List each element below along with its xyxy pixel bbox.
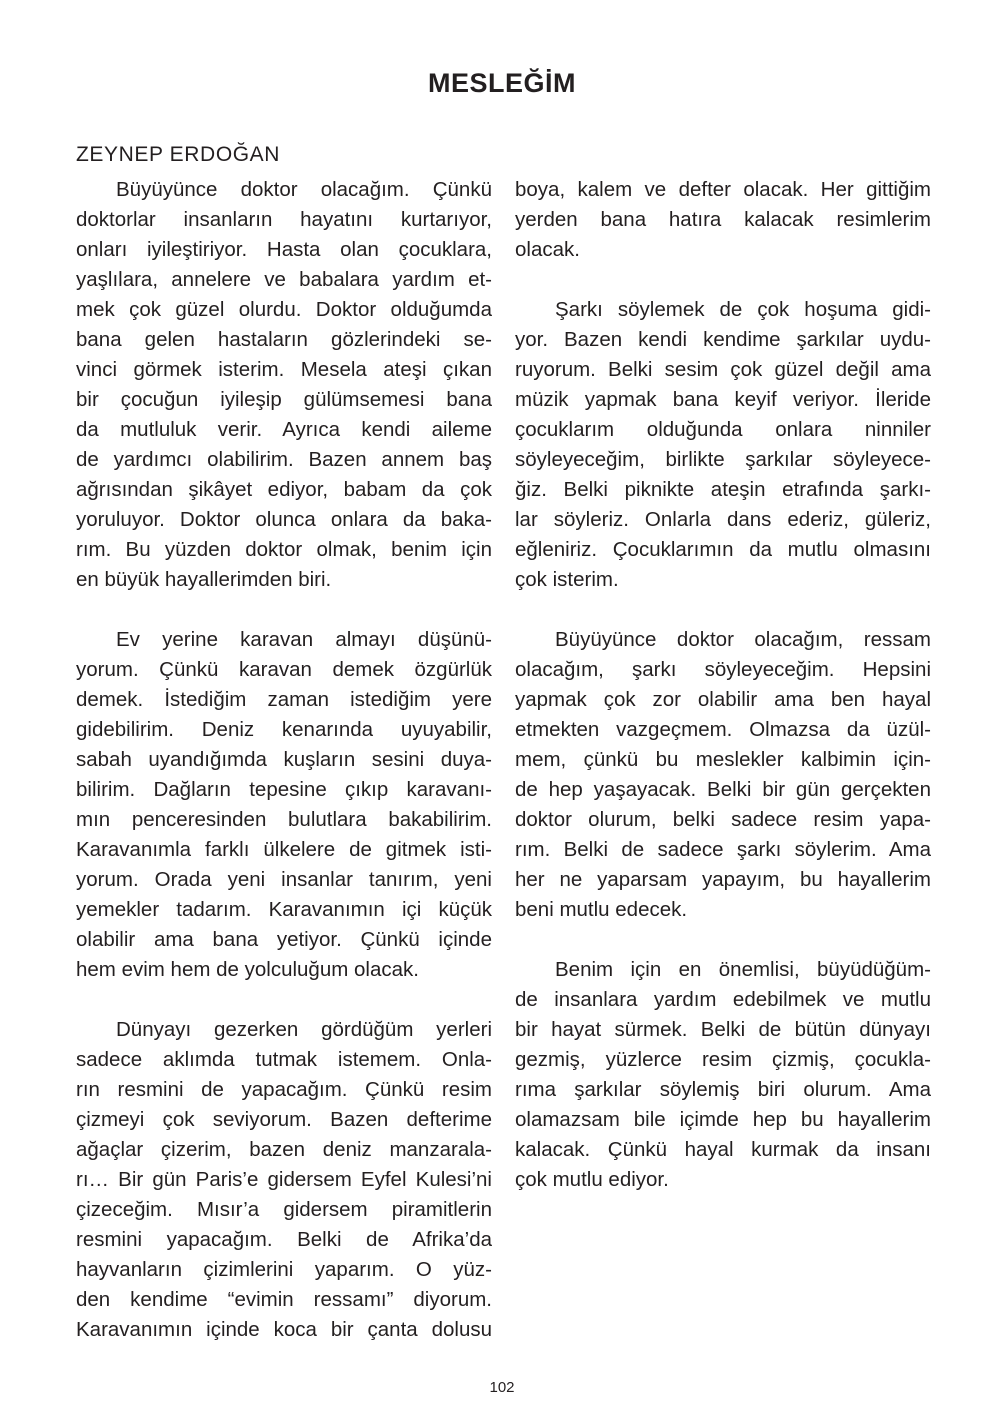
text-line: en büyük hayallerimden biri. — [76, 568, 332, 591]
text-line: çizeceğim. Mısır’a gidersem piramitlerin — [76, 1198, 492, 1221]
text-line: yor. Bazen kendi kendime şarkılar uydu- — [515, 328, 931, 351]
text-line: Büyüyünce doktor olacağım, ressam — [555, 628, 931, 651]
text-line: de yardımcı olabilirim. Bazen annem baş — [76, 448, 492, 471]
text-line: yemekler tadarım. Karavanımın içi küçük — [76, 898, 492, 921]
text-line: yapmak çok zor olabilir ama ben hayal — [515, 688, 931, 711]
text-line: çok mutlu ediyor. — [515, 1168, 669, 1191]
text-line: beni mutlu edecek. — [515, 898, 688, 921]
paragraph-gap — [515, 595, 931, 625]
text-line: Benim için en önemlisi, büyüdüğüm- — [555, 958, 931, 981]
right-column — [515, 175, 931, 1195]
text-line: da mutluluk verir. Ayrıca kendi aileme — [76, 418, 492, 441]
text-line: etmekten vazgeçmem. Olmazsa da üzül- — [515, 718, 931, 741]
text-line: çocuklarım olduğunda onlara ninniler — [515, 418, 931, 441]
text-line: Dünyayı gezerken gördüğüm yerleri — [116, 1018, 492, 1041]
text-line: vinci görmek isterim. Mesela ateşi çıkan — [76, 358, 492, 381]
author-name: ZEYNEP ERDOĞAN — [76, 143, 281, 166]
paragraph-gap — [76, 985, 492, 1015]
text-line: olamazsam bile içimde hep bu hayallerim — [515, 1108, 931, 1131]
text-line: olabilir ama bana yetiyor. Çünkü içinde — [76, 928, 492, 951]
text-line: hayvanların çizimlerini yaparım. O yüz- — [76, 1258, 492, 1281]
text-line: eğleniriz. Çocuklarımın da mutlu olmasını — [515, 538, 931, 561]
page-number: 102 — [489, 1379, 515, 1396]
text-line: yorum. Orada yeni insanlar tanırım, yeni — [76, 868, 492, 891]
text-line: yorum. Çünkü karavan demek özgürlük — [76, 658, 492, 681]
text-line: Şarkı söylemek de çok hoşuma gidi- — [555, 298, 931, 321]
text-line: ğiz. Belki piknikte ateşin etrafında şarkı- — [515, 478, 931, 501]
text-line: den kendime “evimin ressamı” diyorum. — [76, 1288, 492, 1311]
text-line: bilirim. Dağların tepesine çıkıp karavanı- — [76, 778, 492, 801]
text-line: sadece aklımda tutmak istemem. Onla- — [76, 1048, 492, 1071]
text-line: ağrısından şikâyet ediyor, babam da çok — [76, 478, 492, 501]
text-line: rın resmini de yapacağım. Çünkü resim — [76, 1078, 492, 1101]
text-line: hem evim hem de yolculuğum olacak. — [76, 958, 419, 981]
text-line: Ev yerine karavan almayı düşünü- — [116, 628, 492, 651]
text-line: mın penceresinden bulutlara bakabilirim. — [76, 808, 492, 831]
text-line: bir çocuğun iyileşip gülümsemesi bana — [76, 388, 492, 411]
text-line: müzik yapmak bana keyif veriyor. İleride — [515, 388, 931, 411]
text-line: bana gelen hastaların gözlerindeki se- — [76, 328, 492, 351]
text-line: sabah uyandığımda kuşların sesini duya- — [76, 748, 492, 771]
text-line: olacak. — [515, 238, 580, 261]
page-title: MESLEĞİM — [427, 68, 576, 98]
text-line: doktorlar insanların hayatını kurtarıyor, — [76, 208, 492, 231]
text-line: ruyorum. Belki sesim çok güzel değil ama — [515, 358, 931, 381]
text-line: doktor olurum, belki sadece resim yapa- — [515, 808, 931, 831]
text-line: mem, çünkü bu meslekler kalbimin için- — [515, 748, 931, 771]
text-line: yaşlılara, annelere ve babalara yardım et- — [76, 268, 492, 291]
text-line: olacağım, şarkı söyleyeceğim. Hepsini — [515, 658, 931, 681]
paragraph-gap — [515, 265, 931, 295]
text-line: demek. İstediğim zaman istediğim yere — [76, 688, 492, 711]
text-line: Karavanımın içinde koca bir çanta dolusu — [76, 1318, 492, 1341]
left-column — [76, 175, 492, 1345]
text-line: resmini yapacağım. Belki de Afrika’da — [76, 1228, 492, 1251]
text-line: onları iyileştiriyor. Hasta olan çocuklara, — [76, 238, 492, 261]
paragraph-gap — [515, 925, 931, 955]
text-line: ağaçlar çizerim, bazen deniz manzarala- — [76, 1138, 492, 1161]
text-line: gezmiş, yüzlerce resim çizmiş, çocukla- — [515, 1048, 931, 1071]
text-line: çok isterim. — [515, 568, 619, 591]
text-line: bir hayat sürmek. Belki de bütün dünyayı — [515, 1018, 931, 1041]
text-line: yoruluyor. Doktor olunca onlara da baka- — [76, 508, 492, 531]
text-line: her ne yaparsam yapayım, bu hayallerim — [515, 868, 931, 891]
text-line: boya, kalem ve defter olacak. Her gittiğim — [515, 178, 931, 201]
text-line: kalacak. Çünkü hayal kurmak da insanı — [515, 1138, 931, 1161]
text-line: de hep yaşayacak. Belki bir gün gerçekten — [515, 778, 931, 801]
text-line: çizmeyi çok seviyorum. Bazen defterime — [76, 1108, 492, 1131]
text-line: rıma şarkılar söylemiş biri olurum. Ama — [515, 1078, 931, 1101]
paragraph-gap — [76, 595, 492, 625]
text-line: mek çok güzel olurdu. Doktor olduğumda — [76, 298, 492, 321]
text-line: rım. Bu yüzden doktor olmak, benim için — [76, 538, 492, 561]
text-line: rım. Belki de sadece şarkı söylerim. Ama — [515, 838, 931, 861]
text-line: Büyüyünce doktor olacağım. Çünkü — [116, 178, 492, 201]
text-line: yerden bana hatıra kalacak resimlerim — [515, 208, 931, 231]
text-line: rı… Bir gün Paris’e gidersem Eyfel Kulesi’ni — [76, 1168, 492, 1191]
text-line: Karavanımla farklı ülkelere de gitmek isti- — [76, 838, 492, 861]
text-line: gidebilirim. Deniz kenarında uyuyabilir, — [76, 718, 492, 741]
text-line: de insanlara yardım edebilmek ve mutlu — [515, 988, 931, 1011]
text-line: lar söyleriz. Onlarla dans ederiz, güleriz, — [515, 508, 931, 531]
text-line: söyleyeceğim, birlikte şarkılar söyleyece- — [515, 448, 931, 471]
